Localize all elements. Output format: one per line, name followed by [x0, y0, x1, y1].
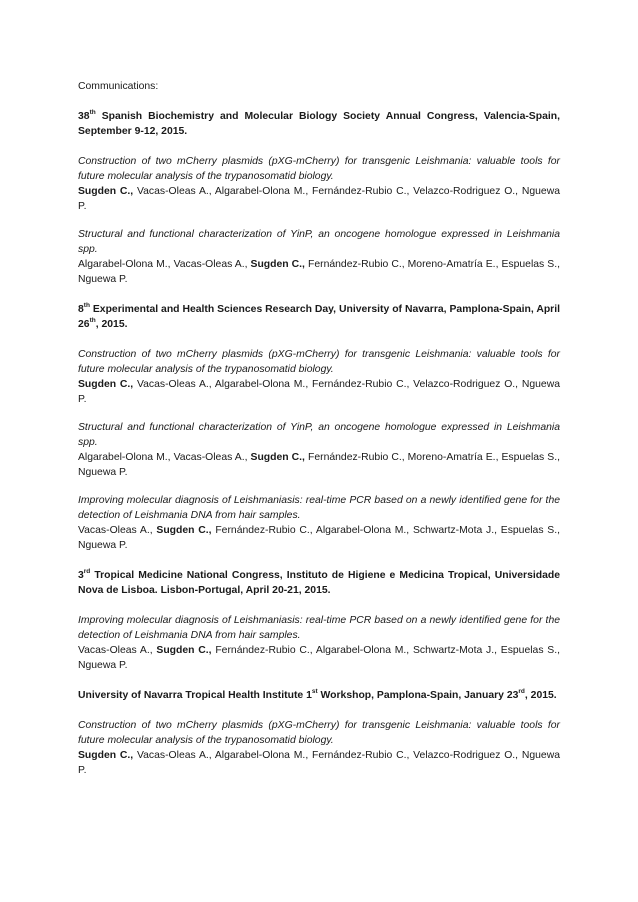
authors-before: Vacas-Oleas A.,: [78, 645, 157, 656]
author-list: [78, 523, 560, 553]
highlighted-author: Sugden C.,: [78, 379, 134, 390]
conference-ordinal: 38: [78, 111, 90, 122]
highlighted-author: Sugden C.,: [156, 645, 212, 656]
highlighted-author: Sugden C.,: [250, 452, 305, 463]
highlighted-author: Sugden C.,: [250, 259, 305, 270]
conference-block: [78, 568, 560, 673]
presentation-title: Improving molecular diagnosis of Leishmaniasis: real-time PCR based on a newly identified gene for the detection of Leishmania DNA from hair samples.: [78, 495, 560, 521]
presentation-title: Construction of two mCherry plasmids (pXG-mCherry) for transgenic Leishmania: valuable tools for future molecular analysis of the trypanosomatid biology.: [78, 349, 560, 375]
authors-after: Vacas-Oleas A., Algarabel-Olona M., Fernández-Rubio C., Velazco-Rodriguez O., Nguewa P.: [78, 186, 560, 212]
authors-before: Algarabel-Olona M., Vacas-Oleas A.,: [78, 452, 251, 463]
conference-ordinal: 8: [78, 304, 84, 315]
date-suffix: th: [89, 316, 96, 324]
highlighted-author: Sugden C.,: [78, 750, 134, 761]
ordinal-suffix: th: [89, 108, 96, 116]
presentation-title: Structural and functional characterization of YinP, an oncogene homologue expressed in Leishmania spp.: [78, 229, 560, 255]
conference-title-tail: , 2015.: [524, 690, 557, 701]
author-list: [78, 184, 560, 214]
authors-after: Fernández-Rubio C., Algarabel-Olona M., Schwartz-Mota J., Espuelas S., Nguewa P.: [78, 525, 560, 551]
conference-block: [78, 109, 560, 287]
section-heading: Communications:: [78, 81, 159, 92]
ordinal-suffix: rd: [83, 567, 91, 575]
author-list: [78, 450, 560, 480]
presentation-entry: [78, 227, 560, 287]
conference-title: [78, 568, 560, 598]
conference-ordinal: 3: [78, 570, 84, 581]
conference-title-text: Tropical Medicine National Congress, Instituto de Higiene e Medicina Tropical, Universidade Nova de Lisboa. Lisbon-Portugal, April 20-21, 2015.: [78, 570, 560, 596]
conference-title-text: Spanish Biochemistry and Molecular Biology Society Annual Congress, Valencia-Spain, September 9-12, 2015.: [78, 111, 560, 137]
presentation-entry: [78, 347, 560, 407]
authors-after: Fernández-Rubio C., Moreno-Amatría E., Espuelas S., Nguewa P.: [78, 452, 560, 478]
conference-title: [78, 688, 560, 703]
presentation-entry: [78, 420, 560, 480]
conference-block: [78, 302, 560, 553]
presentation-entry: [78, 718, 560, 778]
conference-title-mid: Workshop, Pamplona-Spain, January 23: [317, 690, 519, 701]
conference-list: [78, 109, 560, 778]
author-list: [78, 748, 560, 778]
authors-after: Vacas-Oleas A., Algarabel-Olona M., Fernández-Rubio C., Velazco-Rodriguez O., Nguewa P.: [78, 379, 560, 405]
presentation-entry: [78, 493, 560, 553]
presentation-title: Construction of two mCherry plasmids (pXG-mCherry) for transgenic Leishmania: valuable tools for future molecular analysis of the trypanosomatid biology.: [78, 156, 560, 182]
conference-title: [78, 302, 560, 332]
presentation-title: Improving molecular diagnosis of Leishmaniasis: real-time PCR based on a newly identified gene for the detection of Leishmania DNA from hair samples.: [78, 615, 560, 641]
conference-title-tail: , 2015.: [95, 319, 128, 330]
conference-block: [78, 688, 560, 778]
presentation-entry: [78, 154, 560, 214]
date-suffix: rd: [518, 687, 525, 695]
authors-before: Vacas-Oleas A.,: [78, 525, 157, 536]
highlighted-author: Sugden C.,: [78, 186, 134, 197]
conference-title-text: Experimental and Health Sciences Research Day, University of Navarra, Pamplona-Spain, April 26: [78, 304, 560, 330]
conference-title: [78, 109, 560, 139]
author-list: [78, 643, 560, 673]
author-list: [78, 377, 560, 407]
presentation-title: Structural and functional characterization of YinP, an oncogene homologue expressed in Leishmania spp.: [78, 422, 560, 448]
ordinal-suffix: th: [83, 301, 90, 309]
conference-title-text: University of Navarra Tropical Health Institute 1: [78, 690, 312, 701]
presentation-entry: [78, 613, 560, 673]
highlighted-author: Sugden C.,: [156, 525, 212, 536]
authors-after: Fernández-Rubio C., Moreno-Amatría E., Espuelas S., Nguewa P.: [78, 259, 560, 285]
ordinal-suffix: st: [311, 687, 318, 695]
author-list: [78, 257, 560, 287]
authors-after: Vacas-Oleas A., Algarabel-Olona M., Fernández-Rubio C., Velazco-Rodriguez O., Nguewa P.: [78, 750, 560, 776]
authors-after: Fernández-Rubio C., Algarabel-Olona M., Schwartz-Mota J., Espuelas S., Nguewa P.: [78, 645, 560, 671]
authors-before: Algarabel-Olona M., Vacas-Oleas A.,: [78, 259, 251, 270]
presentation-title: Construction of two mCherry plasmids (pXG-mCherry) for transgenic Leishmania: valuable tools for future molecular analysis of the trypanosomatid biology.: [78, 720, 560, 746]
